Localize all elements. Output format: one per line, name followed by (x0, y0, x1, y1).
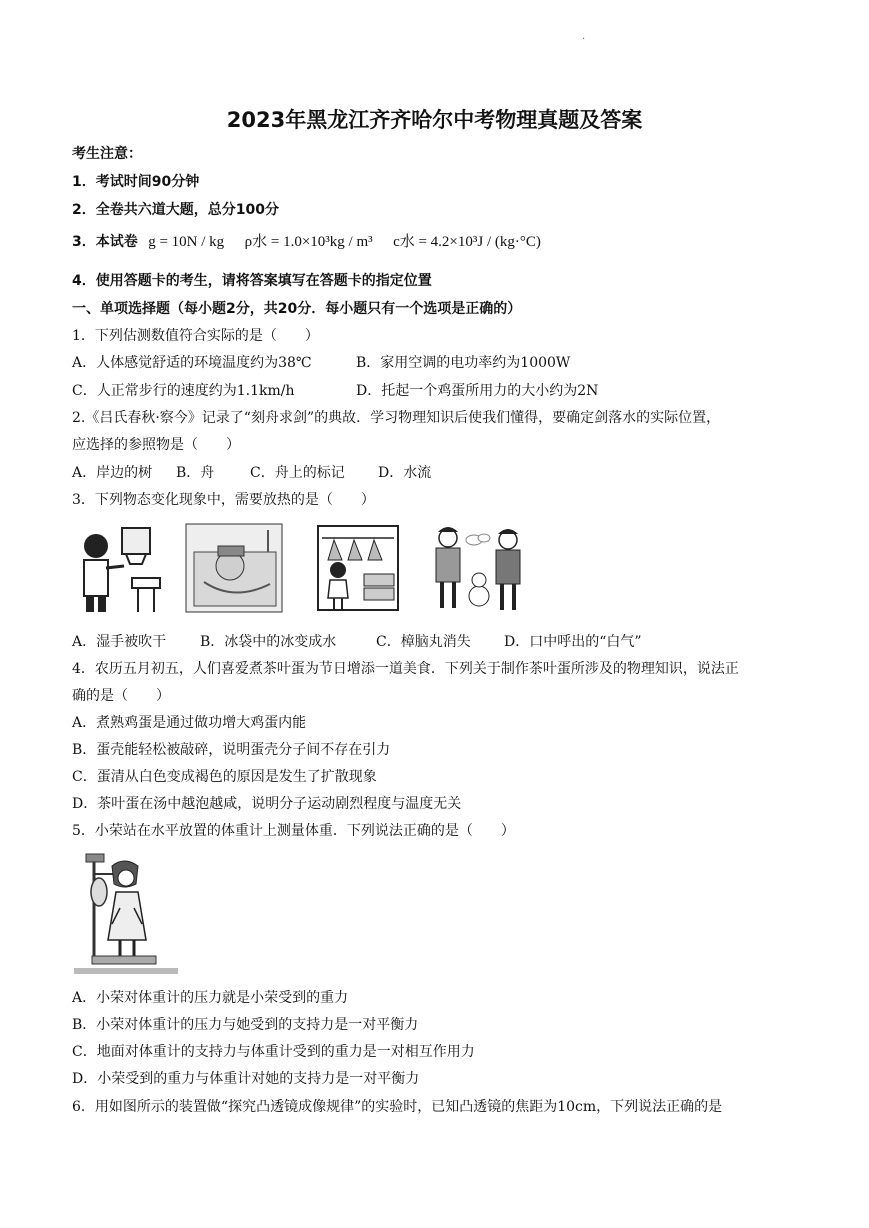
q3-option-d: D．口中呼出的“白气” (504, 634, 642, 650)
q3-option-b: B．冰袋中的冰变成水 (200, 634, 337, 650)
notice-item-4: 4．使用答题卡的考生，请将答案填写在答题卡的指定位置 (72, 273, 432, 289)
formula-rho: ρ水 = 1.0×10³kg / m³ (244, 234, 373, 250)
q5-option-a: A．小荣对体重计的压力就是小荣受到的重力 (72, 990, 349, 1006)
notice-item-1: 1．考试时间90分钟 (72, 174, 200, 190)
ice-bag-figure (184, 522, 284, 614)
q4-option-a: A．煮熟鸡蛋是通过做功增大鸡蛋内能 (72, 715, 307, 731)
q2-option-b: B．舟 (176, 465, 215, 481)
scale-figure (72, 852, 182, 978)
page-title: 2023年黑龙江齐齐哈尔中考物理真题及答案 (226, 108, 643, 132)
q1-options-row-2 (72, 381, 598, 401)
q3-option-a: A．湿手被吹干 (72, 634, 167, 650)
page-dot: · (582, 34, 586, 45)
q1-option-c: C．人正常步行的速度约为1.1km/h (72, 383, 295, 399)
q6-stem: 6．用如图所示的装置做“探究凸透镜成像规律”的实验时，已知凸透镜的焦距为10cm，下列说法正确的是 (72, 1099, 723, 1115)
notice-item-3 (72, 232, 541, 252)
q5-option-c: C．地面对体重计的支持力与体重计受到的重力是一对相互作用力 (72, 1044, 475, 1060)
formula-c: c水 = 4.2×10³J / (kg·°C) (393, 234, 541, 250)
section1-heading: 一、单项选择题（每小题2分，共20分．每小题只有一个选项是正确的） (72, 301, 522, 317)
q2-option-d: D．水流 (378, 465, 432, 481)
breath-figure (424, 518, 534, 614)
q2-option-a: A．岸边的树 (72, 465, 153, 481)
q2-options (72, 463, 431, 483)
q2-stem-line-1: 2.《吕氏春秋·察今》记录了“刻舟求剑”的典故．学习物理知识后使我们懂得，要确定剑落水的实际位置， (72, 410, 721, 426)
q5-option-b: B．小荣对体重计的压力与她受到的支持力是一对平衡力 (72, 1017, 419, 1033)
notice-heading: 考生注意： (72, 146, 142, 162)
q4-option-b: B．蛋壳能轻松被敲碎，说明蛋壳分子间不存在引力 (72, 742, 391, 758)
q1-option-b: B．家用空调的电功率约为1000W (356, 355, 571, 371)
wardrobe-figure (312, 522, 402, 614)
q1-options-row-1 (72, 353, 570, 373)
q3-option-c: C．樟脑丸消失 (376, 634, 471, 650)
q1-option-d: D．托起一个鸡蛋所用力的大小约为2N (356, 383, 599, 399)
hand-dryer-figure (72, 518, 162, 614)
q1-stem: 1．下列估测数值符合实际的是（ ） (72, 328, 319, 344)
q1-option-a: A．人体感觉舒适的环境温度约为38℃ (72, 355, 312, 371)
q3-stem: 3．下列物态变化现象中，需要放热的是（ ） (72, 492, 375, 508)
q2-stem-line-2: 应选择的参照物是（ ） (72, 437, 240, 453)
q5-stem: 5．小荣站在水平放置的体重计上测量体重．下列说法正确的是（ ） (72, 823, 515, 839)
q4-stem-line-2: 确的是（ ） (72, 688, 170, 704)
q4-option-d: D．茶叶蛋在汤中越泡越咸，说明分子运动剧烈程度与温度无关 (72, 796, 462, 812)
q5-option-d: D．小荣受到的重力与体重计对她的支持力是一对平衡力 (72, 1071, 420, 1087)
notice-item-2: 2．全卷共六道大题，总分100分 (72, 202, 279, 218)
q3-options (72, 632, 642, 652)
q4-option-c: C．蛋清从白色变成褐色的原因是发生了扩散现象 (72, 769, 377, 785)
q2-option-c: C．舟上的标记 (250, 465, 345, 481)
q4-stem-line-1: 4．农历五月初五，人们喜爱煮茶叶蛋为节日增添一道美食．下列关于制作茶叶蛋所涉及的物理知识，说法正 (72, 661, 739, 677)
notice-item-3-label: 3．本试卷 (72, 234, 138, 250)
formula-g: g = 10N / kg (148, 234, 225, 250)
